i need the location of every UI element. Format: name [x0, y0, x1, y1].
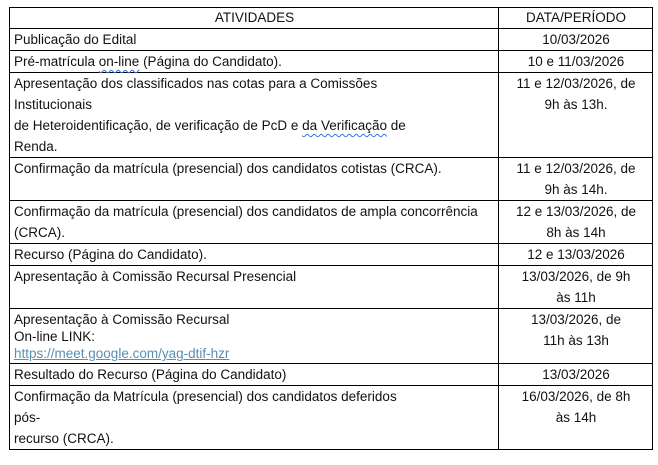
date-cell	[499, 309, 653, 364]
activity-cell	[10, 51, 499, 73]
date-cell: 10/03/2026	[499, 29, 653, 51]
header-activities: ATIVIDADES	[10, 8, 499, 29]
date-line: 11 e 12/03/2026, de	[516, 161, 636, 176]
activity-line: Apresentação à Comissão Recursal	[14, 312, 230, 327]
activity-cell: Apresentação à Comissão Recursal Presencial	[10, 266, 499, 309]
activity-cell: Publicação do Edital	[10, 29, 499, 51]
table-row	[10, 244, 653, 266]
date-line: 12 e 13/03/2026, de	[515, 204, 637, 219]
activity-text: (Página do Candidato).	[139, 54, 282, 69]
date-line: 16/03/2026, de 8h	[521, 389, 631, 404]
activity-line	[14, 115, 495, 136]
date-line: 11 e 12/03/2026, de	[516, 76, 636, 91]
date-line: 11h às 13h	[543, 333, 609, 348]
date-line: 13/03/2026, de 9h	[521, 269, 631, 284]
table-header-row	[10, 8, 653, 29]
spellcheck-flagged-text: on-line	[98, 54, 140, 69]
activity-cell: Confirmação da matrícula (presencial) dos candidatos cotistas (CRCA).	[10, 158, 499, 201]
table-row	[10, 364, 653, 386]
table-row	[10, 29, 653, 51]
date-line: 8h às 14h	[546, 225, 606, 240]
activity-cell	[10, 386, 499, 450]
table-row	[10, 73, 653, 158]
date-cell: 13/03/2026	[499, 364, 653, 386]
spellcheck-flagged-text: da Verificação	[302, 118, 387, 133]
date-cell	[499, 201, 653, 244]
schedule-table	[9, 7, 653, 450]
date-line: 9h às 14h.	[544, 182, 608, 197]
date-line: 9h às 13h.	[544, 97, 608, 112]
activity-cell	[10, 309, 499, 364]
activity-line: Confirmação da Matrícula (presencial) dos candidatos deferidos	[14, 389, 397, 404]
header-date-period: DATA/PERÍODO	[499, 8, 653, 29]
activity-text: de	[386, 118, 406, 133]
date-line: às 14h	[555, 410, 597, 425]
table-row	[10, 386, 653, 450]
table-row	[10, 158, 653, 201]
activity-text: de Heteroidentificação, de verificação de PcD e	[14, 118, 303, 133]
date-cell: 10 e 11/03/2026	[499, 51, 653, 73]
activity-line: pós-	[14, 410, 41, 425]
activity-line: On-line LINK:	[14, 329, 96, 344]
meet-link[interactable]: https://meet.google.com/yag-dtif-hzr	[14, 346, 230, 361]
activity-cell: Confirmação da matrícula (presencial) dos candidatos de ampla concorrência (CRCA).	[10, 201, 499, 244]
date-cell	[499, 266, 653, 309]
activity-cell: Resultado do Recurso (Página do Candidato)	[10, 364, 499, 386]
activity-cell: Recurso (Página do Candidato).	[10, 244, 499, 266]
activity-line: Institucionais	[14, 97, 93, 112]
activity-line: Renda.	[14, 139, 58, 154]
date-cell: 12 e 13/03/2026	[499, 244, 653, 266]
activity-line: recurso (CRCA).	[14, 431, 114, 446]
date-cell	[499, 386, 653, 450]
date-line: às 11h	[556, 290, 596, 305]
activity-text: Pré-matrícula	[14, 54, 99, 69]
table-row	[10, 51, 653, 73]
date-line: 13/03/2026, de	[530, 312, 622, 327]
date-cell	[499, 158, 653, 201]
date-cell	[499, 73, 653, 158]
table-row	[10, 309, 653, 364]
activity-line: Apresentação dos classificados nas cotas para a Comissões	[14, 76, 378, 91]
table-row	[10, 266, 653, 309]
activity-cell	[10, 73, 499, 158]
table-row	[10, 201, 653, 244]
